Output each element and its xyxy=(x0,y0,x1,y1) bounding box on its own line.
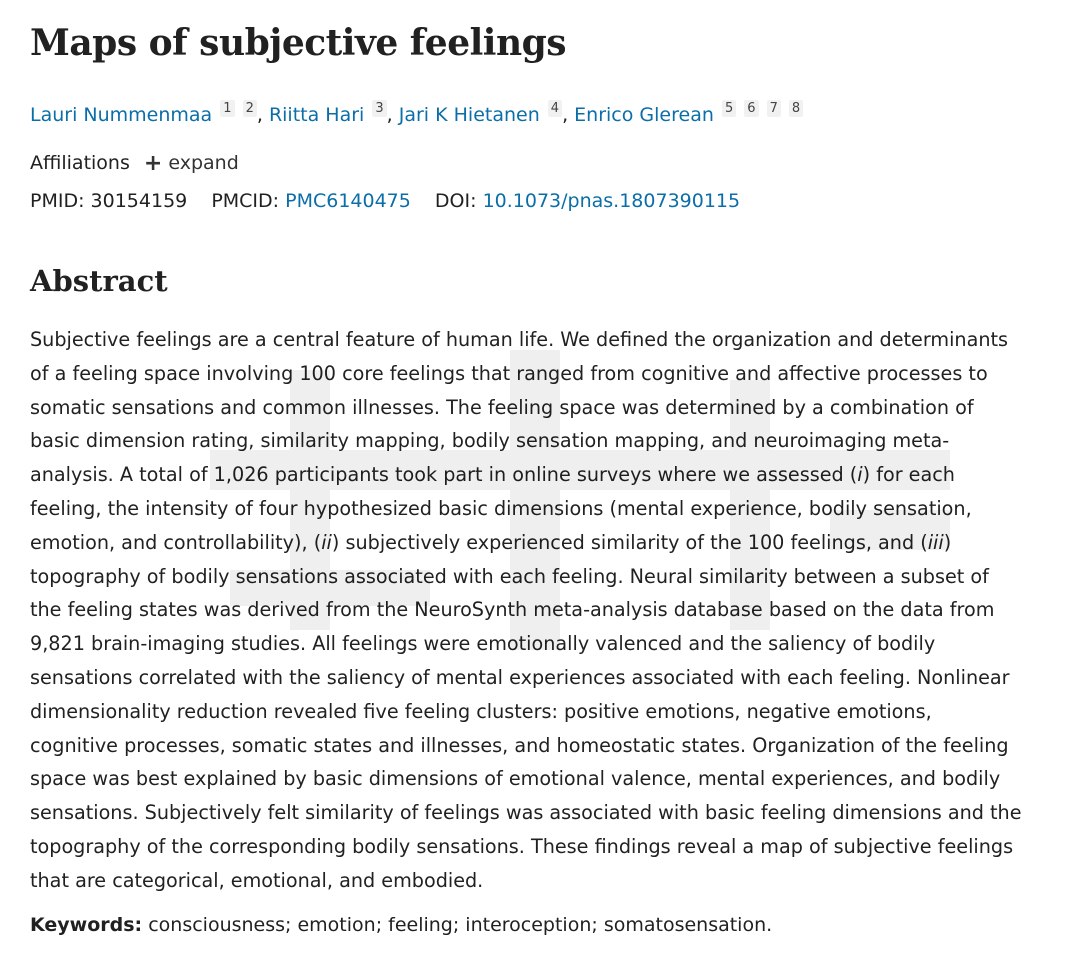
affiliation-ref[interactable]: 5 xyxy=(722,100,736,117)
abstract-line xyxy=(30,830,1060,864)
keywords-list: consciousness; emotion; feeling; interoception; somatosensation. xyxy=(148,914,773,936)
author-link[interactable]: Riitta Hari xyxy=(268,104,365,126)
abstract-line xyxy=(30,796,1060,830)
author-link[interactable]: Lauri Nummenmaa xyxy=(30,104,213,126)
keywords-row xyxy=(30,914,772,936)
abstract-segment: emotion, and controllability), ( xyxy=(30,530,322,554)
abstract-segment: Subjective feelings are a central feature of human life. We defined the organization and determinants xyxy=(30,328,1009,351)
author-separator: , xyxy=(386,104,399,126)
abstract-line xyxy=(30,526,1060,560)
affiliation-ref[interactable]: 8 xyxy=(789,100,803,117)
abstract-line xyxy=(30,864,1060,898)
abstract-segment: that are categorical, emotional, and embodied. xyxy=(30,868,484,892)
expand-label: expand xyxy=(168,152,239,174)
pmid-value: 30154159 xyxy=(90,190,188,212)
affiliation-ref[interactable]: 2 xyxy=(243,100,257,117)
abstract-segment: cognitive processes, somatic states and illnesses, and homeostatic states. Organization of the feeling xyxy=(30,733,1009,757)
affiliation-ref[interactable]: 6 xyxy=(744,100,758,117)
italic-marker: ii xyxy=(321,530,332,554)
pmid-group xyxy=(30,190,193,212)
abstract-line xyxy=(30,627,1060,661)
abstract-line xyxy=(30,695,1060,729)
pmid-label: PMID: xyxy=(30,190,85,212)
abstract-segment: the feeling states was derived from the NeuroSynth meta-analysis database based on the data from xyxy=(30,598,995,622)
author-link[interactable]: Jari K Hietanen xyxy=(398,104,540,126)
abstract-segment: analysis. A total of 1,026 participants took part in online surveys where we assessed ( xyxy=(30,463,858,487)
abstract-segment: basic dimension rating, similarity mapping, bodily sensation mapping, and neuroimaging meta- xyxy=(30,429,950,453)
doi-label: DOI: xyxy=(434,190,477,212)
abstract-segment: space was best explained by basic dimensions of emotional valence, mental experiences, and bodily xyxy=(30,767,1001,791)
abstract-segment: dimensionality reduction revealed five feeling clusters: positive emotions, negative emotions, xyxy=(30,699,932,723)
abstract-line xyxy=(30,661,1060,695)
pmcid-group xyxy=(211,190,417,212)
abstract-line xyxy=(30,560,1060,594)
affiliations-label: Affiliations xyxy=(30,152,130,174)
abstract-segment: of a feeling space involving 100 core feelings that ranged from cognitive and affective processes to xyxy=(30,361,988,385)
affiliation-ref[interactable]: 3 xyxy=(372,100,386,117)
abstract-segment: 9,821 brain-imaging studies. All feelings were emotionally valenced and the saliency of bodily xyxy=(30,632,936,656)
affiliations-row xyxy=(30,152,239,174)
abstract-line xyxy=(30,458,1060,492)
doi-link[interactable]: 10.1073/pnas.1807390115 xyxy=(482,190,741,212)
affiliation-ref[interactable]: 1 xyxy=(220,100,234,117)
italic-marker: i xyxy=(857,463,863,487)
keywords-label: Keywords: xyxy=(30,914,143,936)
abstract-segment: ) xyxy=(943,530,952,554)
abstract-segment: topography of bodily sensations associated with each feeling. Neural similarity between a subset of xyxy=(30,564,989,588)
abstract-line xyxy=(30,492,1060,526)
pmcid-label: PMCID: xyxy=(211,190,280,212)
article-title: Maps of subjective feelings xyxy=(30,22,567,64)
abstract-segment: ) for each xyxy=(862,463,955,487)
abstract-line xyxy=(30,357,1060,391)
identifiers-row xyxy=(30,190,758,212)
abstract-segment: ) subjectively experienced similarity of the 100 feelings, and ( xyxy=(331,530,928,554)
author-link[interactable]: Enrico Glerean xyxy=(574,104,714,126)
abstract-line xyxy=(30,424,1060,458)
abstract-heading: Abstract xyxy=(30,264,168,298)
expand-affiliations-button[interactable] xyxy=(144,152,239,174)
abstract-line xyxy=(30,729,1060,763)
author-separator: , xyxy=(256,104,269,126)
abstract-line xyxy=(30,593,1060,627)
plus-icon: + xyxy=(143,151,163,176)
abstract-text xyxy=(30,323,1060,898)
author-list xyxy=(30,100,803,126)
abstract-segment: sensations. Subjectively felt similarity of feelings was associated with basic feeling dimensions and the xyxy=(30,801,1022,825)
abstract-segment: topography of the corresponding bodily sensations. These findings reveal a map of subjective feelings xyxy=(30,834,1014,858)
doi-group xyxy=(435,190,740,212)
abstract-segment: feeling, the intensity of four hypothesized basic dimensions (mental experience, bodily sensation, xyxy=(30,496,972,520)
affiliation-ref[interactable]: 4 xyxy=(548,100,562,117)
italic-marker: iii xyxy=(927,530,944,554)
abstract-segment: sensations correlated with the saliency of mental experiences associated with each feeling. Nonlinear xyxy=(30,665,1010,689)
abstract-segment: somatic sensations and common illnesses. The feeling space was determined by a combination of xyxy=(30,395,974,419)
affiliation-ref[interactable]: 7 xyxy=(767,100,781,117)
author-separator: , xyxy=(562,104,575,126)
abstract-line xyxy=(30,391,1060,425)
abstract-line xyxy=(30,323,1060,357)
pmcid-link[interactable]: PMC6140475 xyxy=(285,190,411,212)
abstract-line xyxy=(30,762,1060,796)
